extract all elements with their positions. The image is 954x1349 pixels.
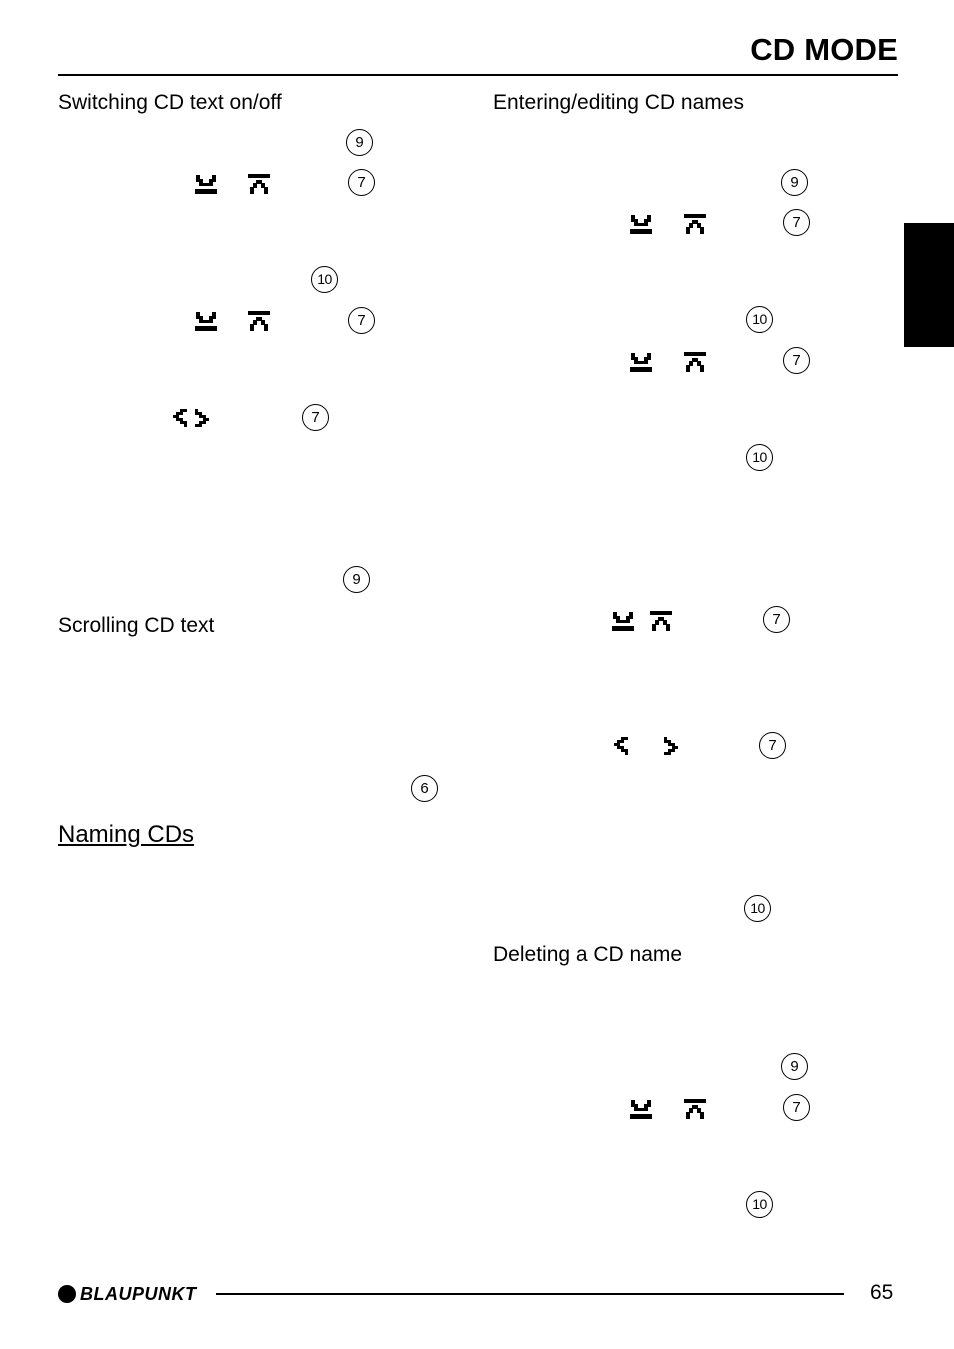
callout-7: 7 <box>783 347 810 374</box>
arrow-up-icon <box>683 351 707 373</box>
arrow-up-icon <box>683 213 707 235</box>
callout-9: 9 <box>781 169 808 196</box>
section-tab-marker <box>904 223 954 347</box>
callout-7: 7 <box>302 404 329 431</box>
heading-entering-editing-cd-names: Entering/editing CD names <box>493 91 744 114</box>
arrow-left-icon <box>611 735 631 757</box>
callout-10: 10 <box>744 895 771 922</box>
heading-naming-cds: Naming CDs <box>58 821 195 848</box>
footer-rule <box>216 1293 844 1295</box>
arrow-right-icon <box>192 407 212 429</box>
callout-10: 10 <box>311 266 338 293</box>
arrow-right-icon <box>661 735 681 757</box>
callout-7: 7 <box>763 606 790 633</box>
callout-9: 9 <box>781 1053 808 1080</box>
callout-10: 10 <box>746 306 773 333</box>
callout-7: 7 <box>348 307 375 334</box>
logo-dot-icon <box>58 1285 76 1303</box>
arrow-down-icon <box>629 213 653 235</box>
brand-name: BLAUPUNKT <box>80 1283 197 1304</box>
arrow-up-icon <box>247 310 271 332</box>
header-rule <box>58 74 898 76</box>
arrow-left-icon <box>170 407 190 429</box>
callout-7: 7 <box>348 169 375 196</box>
arrow-up-icon <box>247 173 271 195</box>
callout-7: 7 <box>759 732 786 759</box>
brand-logo <box>58 1283 197 1305</box>
arrow-down-icon <box>194 310 218 332</box>
callout-10: 10 <box>746 444 773 471</box>
arrow-down-icon <box>629 1098 653 1120</box>
callout-7: 7 <box>783 1094 810 1121</box>
heading-deleting-cd-name: Deleting a CD name <box>493 943 683 966</box>
callout-10: 10 <box>746 1191 773 1218</box>
arrow-down-icon <box>611 610 635 632</box>
arrow-up-icon <box>683 1098 707 1120</box>
callout-9: 9 <box>346 129 373 156</box>
arrow-up-icon <box>649 610 673 632</box>
arrow-down-icon <box>629 351 653 373</box>
callout-7: 7 <box>783 209 810 236</box>
page-number: 65 <box>870 1281 894 1304</box>
heading-scrolling-cd-text: Scrolling CD text <box>58 614 215 637</box>
callout-6: 6 <box>411 775 438 802</box>
arrow-down-icon <box>194 173 218 195</box>
page-title: CD MODE <box>750 32 898 67</box>
heading-switching-cd-text: Switching CD text on/off <box>58 91 282 114</box>
callout-9: 9 <box>343 566 370 593</box>
